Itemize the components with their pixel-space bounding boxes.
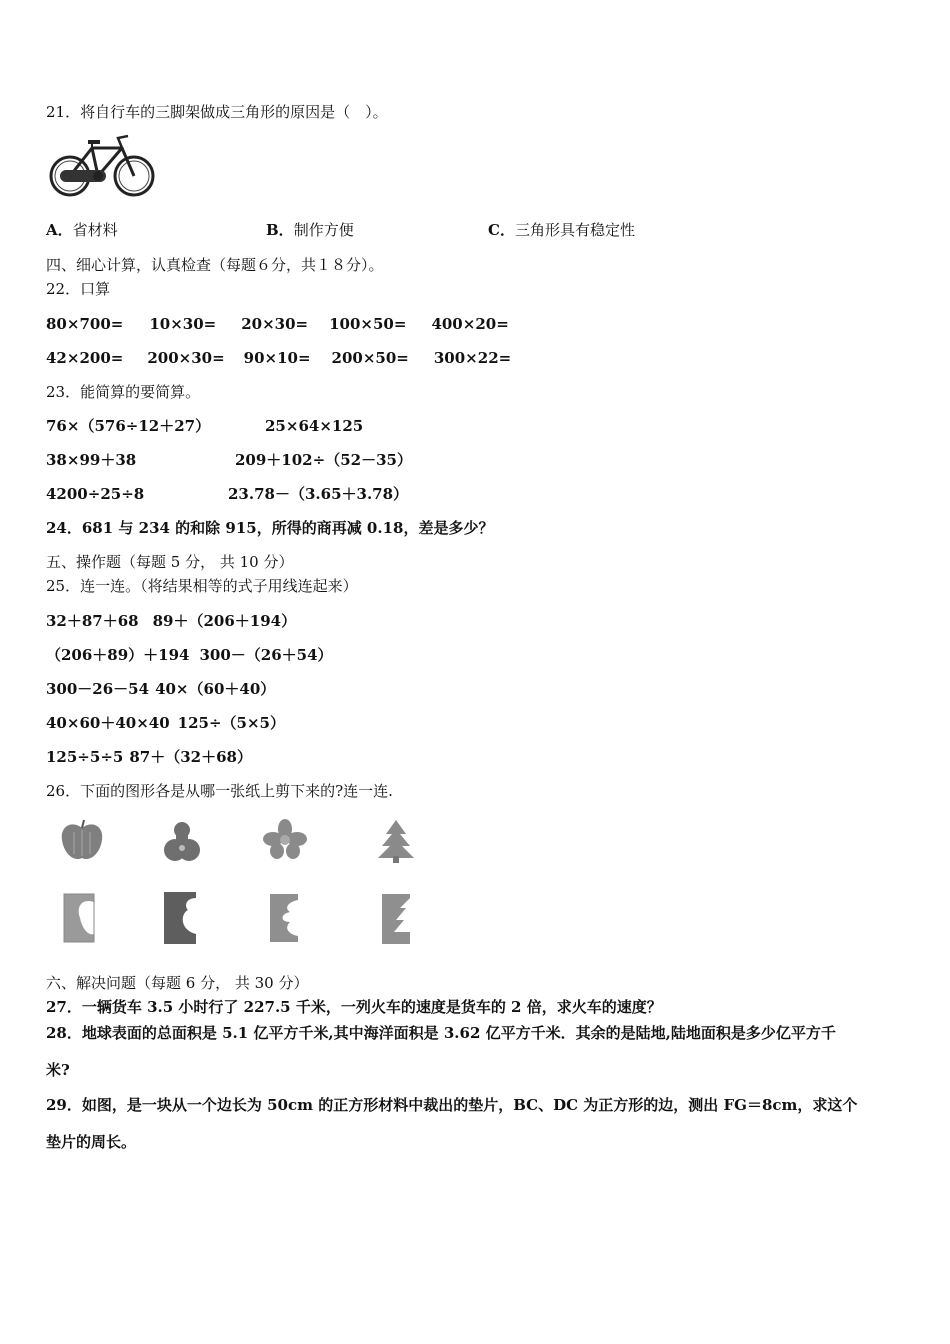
q29-line2: 垫片的周长。	[46, 1133, 137, 1151]
q22-item: 300×22=	[433, 349, 512, 367]
q26-title: 26．下面的图形各是从哪一张纸上剪下来的?连一连.	[46, 782, 393, 800]
q25-left-expr: （206＋89）＋194	[46, 646, 190, 664]
option-c-letter: C．	[488, 221, 515, 239]
section5-title: 五、操作题（每题 5 分， 共 10 分）	[46, 553, 294, 571]
option-a-text: 省材料	[72, 221, 118, 239]
q23-row: 76×（576÷12＋27）	[46, 417, 211, 435]
q25-left-expr: 125÷5÷5	[46, 748, 124, 766]
q25-row	[46, 747, 252, 767]
tree-icon	[376, 818, 416, 864]
q23-row: 38×99＋38	[46, 451, 137, 469]
q25-row	[46, 679, 275, 699]
q25-right-expr: 125÷（5×5）	[177, 714, 285, 732]
paper-cut-flower-icon	[268, 892, 300, 944]
q22-item: 10×30=	[149, 315, 217, 333]
q23-row: 4200÷25÷8	[46, 485, 145, 503]
q22-item: 200×50=	[331, 349, 409, 367]
option-b-letter: B．	[266, 221, 294, 239]
gourd-icon	[162, 818, 202, 866]
option-c-text: 三角形具有稳定性	[514, 221, 635, 239]
q22-item: 400×20=	[431, 315, 509, 333]
bicycle-icon	[48, 132, 158, 200]
option-a	[46, 220, 118, 240]
q25-right-expr: 300－（26＋54）	[199, 646, 333, 664]
q28-line1: 28．地球表面的总面积是 5.1 亿平方千米,其中海洋面积是 3.62 亿平方千米．其余的是陆地,陆地面积是多少亿平方千	[46, 1024, 836, 1042]
q22-title: 22．口算	[46, 280, 111, 298]
q29-line1: 29．如图，是一块从一个边长为 50cm 的正方形材料中裁出的垫片，BC、DC 为正方形的边，测出 FG＝8cm，求这个	[46, 1096, 858, 1114]
option-b-text: 制作方便	[293, 221, 354, 239]
flower-icon	[262, 818, 308, 860]
q25-right-expr: 89＋（206＋194）	[152, 612, 297, 630]
q23-row: 23.78－（3.65＋3.78）	[228, 485, 409, 503]
paper-cut-tree-icon	[380, 892, 412, 946]
paper-cut-gourd-icon	[162, 890, 200, 946]
q22-item: 200×30=	[147, 349, 225, 367]
q25-left-expr: 32＋87＋68	[46, 612, 139, 630]
q28-line2: 米?	[46, 1061, 70, 1079]
q25-row	[46, 611, 296, 631]
q25-title: 25．连一连。（将结果相等的式子用线连起来）	[46, 577, 358, 595]
q25-row	[46, 713, 285, 733]
q25-left-expr: 40×60＋40×40	[46, 714, 170, 732]
q25-row	[46, 645, 333, 665]
q22-item: 100×50=	[329, 315, 407, 333]
q23-title: 23．能简算的要简算。	[46, 383, 201, 401]
paper-cut-apple-icon	[62, 892, 98, 944]
section6-title: 六、解决问题（每题 6 分， 共 30 分）	[46, 974, 309, 992]
q25-right-expr: 87＋（32＋68）	[129, 748, 252, 766]
option-b	[266, 220, 354, 240]
option-c	[488, 220, 635, 240]
q22-item: 90×10=	[243, 349, 311, 367]
q23-row: 209＋102÷（52－35）	[235, 451, 412, 469]
apple-icon	[58, 818, 106, 864]
section4-title: 四、细心计算，认真检查（每题６分，共１８分）。	[46, 256, 384, 274]
q22-item: 42×200=	[46, 349, 124, 367]
q22-item: 80×700=	[46, 315, 124, 333]
q25-right-expr: 40×（60＋40）	[155, 680, 276, 698]
q27-text: 27．一辆货车 3.5 小时行了 227.5 千米，一列火车的速度是货车的 2 倍，求火车的速度？	[46, 998, 662, 1016]
q21-stem: 21．将自行车的三脚架做成三角形的原因是（ ）。	[46, 103, 388, 121]
q23-row: 25×64×125	[265, 417, 364, 435]
q25-left-expr: 300－26－54	[46, 680, 150, 698]
q22-row2	[46, 348, 511, 368]
q24-text: 24．681 与 234 的和除 915，所得的商再减 0.18，差是多少？	[46, 519, 494, 537]
q22-item: 20×30=	[241, 315, 309, 333]
option-a-letter: A．	[46, 221, 73, 239]
q22-row1	[46, 314, 509, 334]
